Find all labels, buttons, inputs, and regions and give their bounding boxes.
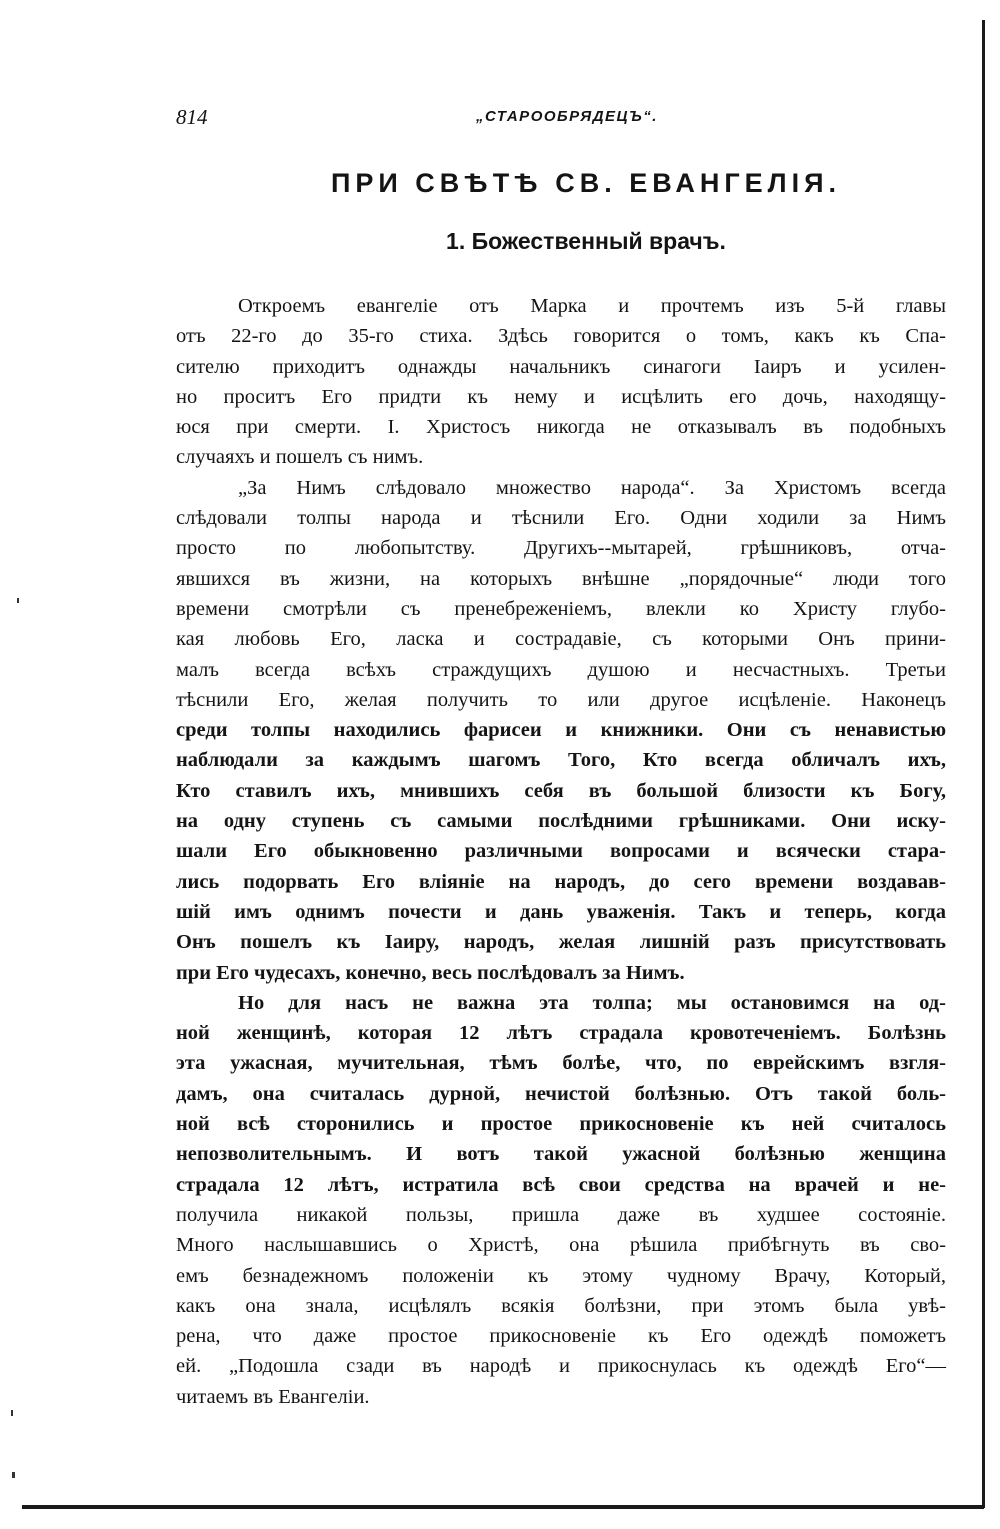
body-line: емъ безнадежномъ положеніи къ этому чудному Врачу, Который, — [176, 1264, 946, 1287]
body-line: наблюдали за каждымъ шагомъ Того, Кто всегда обличалъ ихъ, — [176, 749, 946, 772]
body-line: на одну ступень съ самыми послѣдними грѣшниками. Они иску- — [176, 810, 946, 833]
page-edge-right — [982, 20, 985, 1508]
running-head — [176, 105, 946, 135]
body-line: отъ 22-го до 35-го стиха. Здѣсь говорится о томъ, какъ къ Спа- — [176, 325, 946, 348]
body-line: Но для насъ не важна эта толпа; мы остановимся на од- — [238, 991, 946, 1014]
article-body — [176, 291, 946, 1412]
body-line: но проситъ Его придти къ нему и исцѣлить его дочь, находящу- — [176, 385, 946, 408]
scan-speck — [12, 1472, 15, 1478]
body-line: Кто ставилъ ихъ, мнившихъ себя въ большой близости къ Богу, — [176, 779, 946, 802]
body-line: малъ всегда всѣхъ страждущихъ душою и несчастныхъ. Третьи — [176, 658, 946, 681]
body-line: шали Его обыкновенно различными вопросами и всячески стара- — [176, 840, 946, 863]
page-number: 814 — [176, 105, 208, 129]
body-line: Много наслышавшись о Христѣ, она рѣшила прибѣгнуть въ сво- — [176, 1234, 946, 1257]
body-line: ей. „Подошла сзади въ народѣ и прикоснулась къ одеждѣ Его“— — [176, 1355, 946, 1378]
body-line: шій имъ однимъ почести и дань уваженія. Такъ и теперь, когда — [176, 900, 946, 923]
body-line: явшихся въ жизни, на которыхъ внѣшне „порядочные“ люди того — [176, 567, 946, 590]
body-line: эта ужасная, мучительная, тѣмъ болѣе, что, по еврейскимъ взгля- — [176, 1052, 946, 1075]
body-line: слѣдовали толпы народа и тѣснили Его. Одни ходили за Нимъ — [176, 507, 946, 530]
scan-speck — [17, 598, 19, 603]
body-line: читаемъ въ Евангеліи. — [176, 1385, 370, 1408]
body-line: страдала 12 лѣтъ, истратила всѣ свои средства на врачей и не- — [176, 1173, 946, 1196]
body-line: ной женщинѣ, которая 12 лѣтъ страдала кровотеченіемъ. Болѣзнь — [176, 1022, 946, 1045]
body-line: сителю приходитъ однажды начальникъ синагоги Іаиръ и усилен- — [176, 355, 946, 378]
page-edge-bottom — [22, 1505, 984, 1509]
body-line: Откроемъ евангеліе отъ Марка и прочтемъ изъ 5-й главы — [238, 295, 946, 317]
body-line: юся при смерти. І. Христосъ никогда не отказывалъ въ подобныхъ — [176, 416, 946, 439]
article-subtitle: 1. Божественный врачъ. — [446, 228, 726, 254]
scan-speck — [11, 1410, 13, 1416]
article-title: ПРИ СВѢТѢ СВ. ЕВАНГЕЛІЯ. — [330, 168, 842, 198]
body-line: дамъ, она считалась дурной, нечистой болѣзнью. Отъ такой боль- — [176, 1082, 946, 1105]
body-line: случаяхъ и пошелъ съ нимъ. — [176, 446, 424, 469]
body-line: получила никакой пользы, пришла даже въ худшее состояніе. — [176, 1203, 946, 1226]
body-line: при Его чудесахъ, конечно, весь послѣдовалъ за Нимъ. — [176, 961, 685, 984]
body-line: кая любовь Его, ласка и сострадавіе, съ которыми Онъ прини- — [176, 628, 946, 651]
body-line: лись подорвать Его вліяніе на народъ, до сего времени воздавав- — [176, 870, 946, 893]
body-line: непозволительнымъ. И вотъ такой ужасной болѣзнью женщина — [176, 1143, 946, 1166]
body-line: среди толпы находились фарисеи и книжники. Они съ ненавистью — [176, 719, 946, 742]
body-line: ной всѣ сторонились и простое прикосновеніе къ ней считалось — [176, 1113, 946, 1136]
body-line: какъ она знала, исцѣлялъ всякія болѣзни, при этомъ была увѣ- — [176, 1294, 946, 1317]
body-line: Онъ пошелъ къ Іаиру, народъ, желая лишній разъ присутствовать — [176, 931, 946, 954]
body-line: просто по любопытству. Другихъ--мытарей, грѣшниковъ, отча- — [176, 537, 946, 560]
body-line: тѣснили Его, желая получить то или другое исцѣленіе. Наконецъ — [176, 688, 946, 711]
body-line: „За Нимъ слѣдовало множество народа“. За Христомъ всегда — [238, 476, 946, 499]
body-line: времени смотрѣли съ пренебреженіемъ, влекли ко Христу глубо- — [176, 597, 946, 620]
journal-name: „СТАРООБРЯДЕЦЪ“. — [476, 108, 658, 125]
body-line: рена, что даже простое прикосновеніе къ Его одеждѣ поможетъ — [176, 1325, 946, 1348]
